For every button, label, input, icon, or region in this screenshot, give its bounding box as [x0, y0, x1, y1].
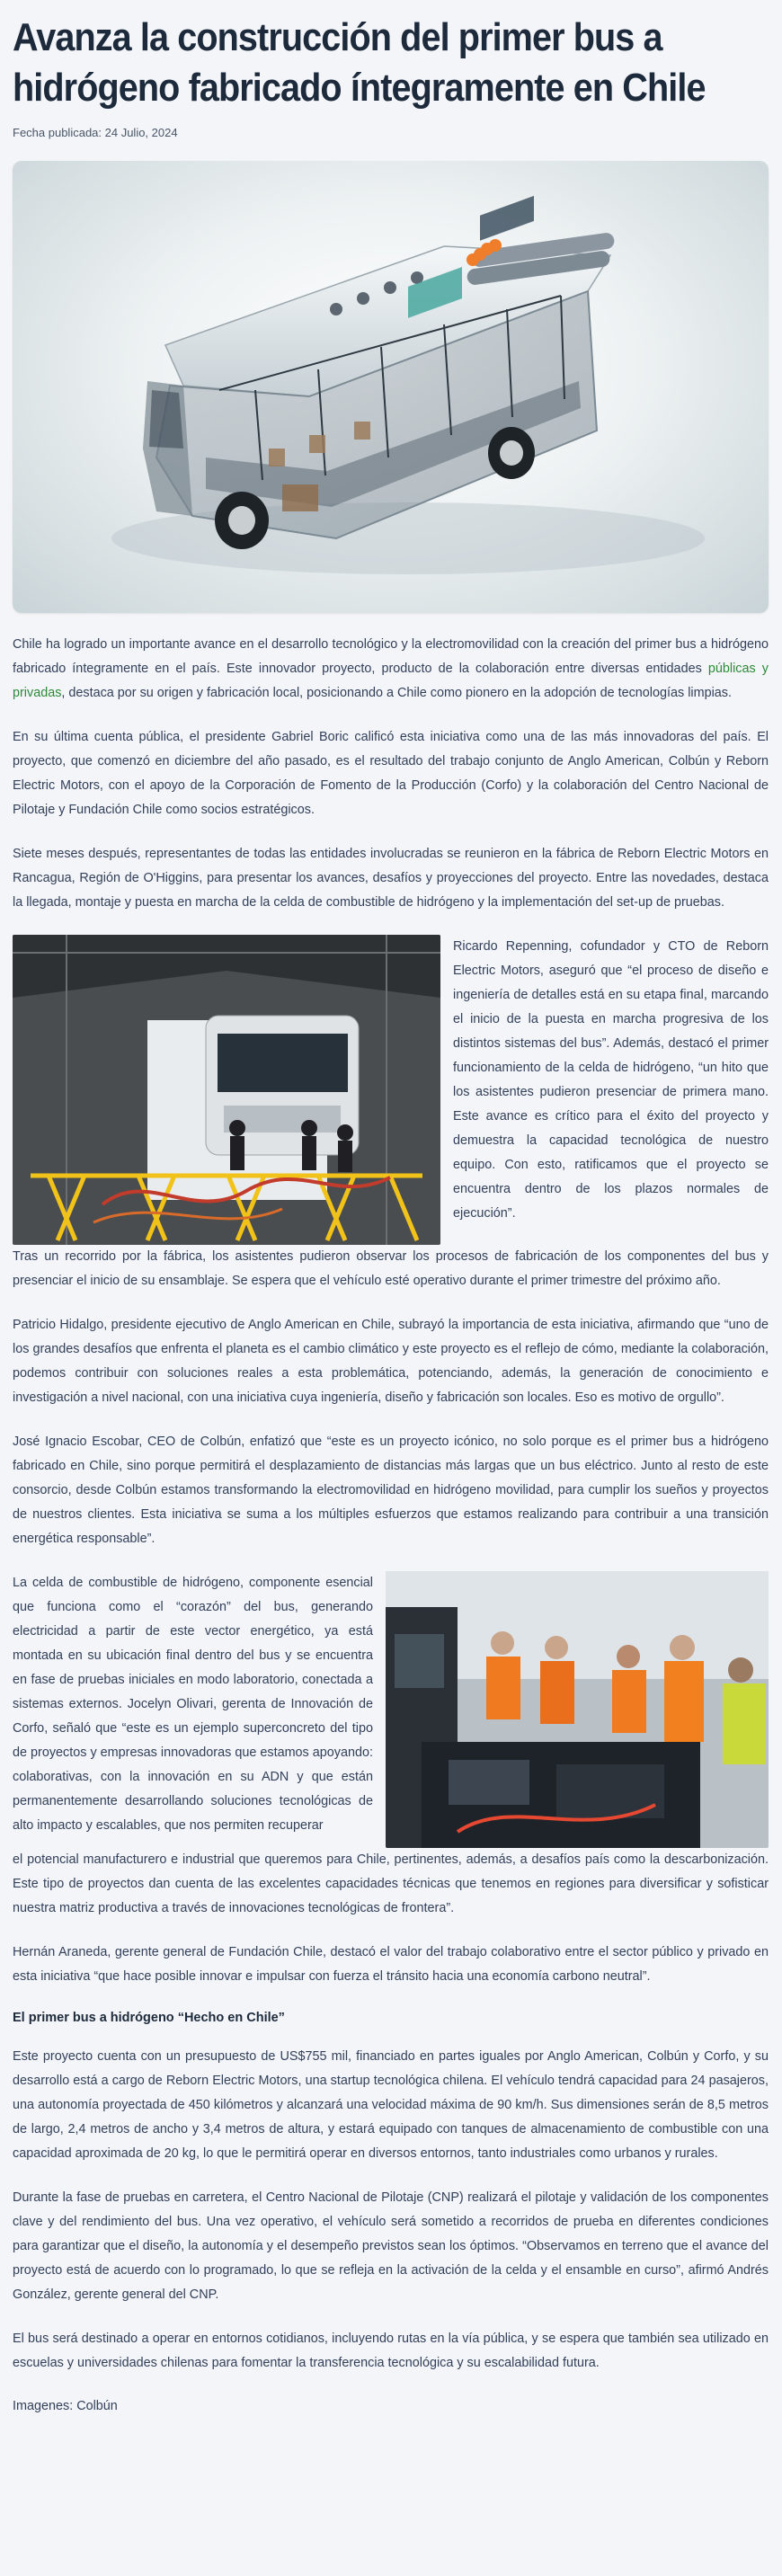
wheel: [215, 492, 269, 549]
media-block-right: [13, 1571, 769, 1848]
article-title: Avanza la construcción del primer bus a hidrógeno fabricado íntegramente en Chile: [13, 15, 706, 110]
paragraph: José Ignacio Escobar, CEO de Colbún, enfatizó que “este es un proyecto icónico, no solo porque es el primer bus a hidrógeno fabricado en Chile, sino porque permitirá el desplazamiento de distancias más largas que un bus eléctrico. Junto al resto de este consorcio, desde Colbún estamos transformando la electromovilidad en hidrógeno movilidad, para cumplir los sueños y proyectos de nuestros clientes. Esta iniciativa se suma a los múltiples esfuerzos que estamos realizando para contribuir a una transición energética responsable”.: [13, 1435, 769, 1546]
paragraph: Patricio Hidalgo, presidente ejecutivo de Anglo American en Chile, subrayó la importancia de esta iniciativa, afirmando que “uno de los grandes desafíos que enfrenta el planeta es el cambio climático y este proyecto es el reflejo de cómo, mediante la colaboración, podemos contribuir con soluciones reales a esta problemática, potenciando, además, la generación de conocimiento e investigación a nivel nacional, con una iniciativa cuya ingeniería, diseño y fabricación son locales. Eso es motivo de orgullo”.: [13, 1318, 769, 1405]
paragraph: Este proyecto cuenta con un presupuesto de US$755 mil, financiado en partes iguales por Anglo American, Colbún y Corfo, y su desarrollo está a cargo de Reborn Electric Motors, una startup tecnológica chilena. El vehículo tendrá capacidad para 24 pasajeros, una autonomía proyectada de 450 kilómetros y alcanzará una velocidad máxima de 90 km/h. Sus dimensiones serán de 8,5 metros de largo, 2,4 metros de ancho y 3,4 metros de altura, y estará equipado con tanques de almacenamiento de combustible con una capacidad aproximada de 20 kg, lo que le permitirá operar en diversos entornos, tanto industriales como urbanos y rurales.: [13, 2049, 769, 2161]
section-heading: El primer bus a hidrógeno “Hecho en Chile”: [13, 2011, 285, 2025]
paragraph: El bus será destinado a operar en entornos cotidianos, incluyendo rutas en la vía pública, y se espera que también sea utilizado en escuelas y universidades chilenas para fomentar la transferencia tecnológica y su escalabilidad futura.: [13, 2332, 769, 2370]
paragraph: Durante la fase de pruebas en carretera, el Centro Nacional de Pilotaje (CNP) realizará el pilotaje y validación de los componentes clave y del rendimiento del bus. Una vez operativo, el vehículo será sometido a recorridos de prueba en diferentes condiciones para garantizar que el diseño, la autonomía y el desempeño previstos sean los óptimos. “Observamos en terreno que el avance del proyecto está de acuerdo con lo programado, lo que se refleja en la activación de la celda y el ensamble en curso”, afirmó Andrés González, gerente general del CNP.: [13, 2190, 769, 2302]
paragraph: Siete meses después, representantes de todas las entidades involucradas se reunieron en la fábrica de Reborn Electric Motors en Rancagua, Región de O'Higgins, para presentar los avances, desafíos y proyecciones del proyecto. Entre las novedades, destaca la llegada, montaje y puesta en marcha de la celda de combustible de hidrógeno y la implementación del set-up de pruebas.: [13, 847, 769, 910]
paragraph: Chile ha logrado un importante avance en el desarrollo tecnológico y la electromovilidad con la creación del primer bus a hidrógeno fabricado íntegramente en el país. Este innovador proyecto, producto de la colaboración entre diversas entidades públicas y privadas, destaca por su origen y fabricación local, posicionando a Chile como pionero en la adopción de tecnologías limpias.: [13, 637, 769, 700]
team-photo: [386, 1571, 769, 1848]
factory-bus-photo: [13, 935, 440, 1245]
paragraph: La celda de combustible de hidrógeno, componente esencial que funciona como el “corazón” del bus, generando electricidad a partir de este vector energético, ya está montada en su ubicación final dentro del bus y se encuentra en fase de pruebas iniciales en modo laboratorio, conectada a sistemas externos. Jocelyn Olivari, gerenta de Innovación de Corfo, señaló que “este es un ejemplo superconcreto del tipo de proyectos y empresas innovadoras que estamos apoyando: colaborativas, con la innovación en su ADN y que están permanentemente desarrollando soluciones tecnológicas de alto impacto y escalables, que nos permiten recuperar: [13, 1576, 373, 1833]
team-visit-photo: [386, 1571, 769, 1848]
paragraph: Ricardo Repenning, cofundador y CTO de Reborn Electric Motors, aseguró que “el proceso de diseño e ingeniería de detalles está en su etapa final, marcando el inicio de la puesta en marcha progresiva de los distintos sistemas del bus”. Además, destacó el primer funcionamiento de la celda de hidrógeno, “un hito que los asistentes pudieron presenciar de primera mano. Este avance es crítico para el éxito del proyecto y demuestra la capacidad tecnológica de nuestro equipo. Con esto, ratificamos que el proyecto se encuentra dentro de los plazos normales de ejecución”.: [453, 939, 769, 1221]
paragraph: Tras un recorrido por la fábrica, los asistentes pudieron observar los procesos de fabricación de los componentes del bus y presenciar el inicio de su ensamblaje. Se espera que el vehículo esté operativo durante el primer trimestre del próximo año.: [13, 1249, 769, 1288]
wheel: [488, 427, 535, 479]
paragraph: el potencial manufacturero e industrial que queremos para Chile, pertinentes, además, a desafíos país como la descarbonización. Este tipo de proyectos dan cuenta de las excelentes capacidades técnicas que tenemos en regiones para diversificar y sofisticar nuestra matriz productiva a través de innovaciones tecnológicas de frontera”.: [13, 1852, 769, 1915]
factory-photo: [13, 935, 440, 1245]
link-public-private[interactable]: públicas y privadas: [13, 662, 769, 700]
paragraph: En su última cuenta pública, el presidente Gabriel Boric calificó esta iniciativa como una de las más innovadoras del país. El proyecto, que comenzó en diciembre del año pasado, es el resultado del trabajo conjunto de Anglo American, Colbún y Reborn Electric Motors, con el apoyo de la Corporación de Fomento de la Producción (Corfo) y la colaboración del Centro Nacional de Pilotaje y Fundación Chile como socios estratégicos.: [13, 730, 769, 817]
publish-date: Fecha publicada: 24 Julio, 2024: [13, 126, 178, 139]
media-block-left: [13, 935, 769, 1245]
hero-image: [13, 161, 769, 613]
paragraph: Hernán Araneda, gerente general de Fundación Chile, destacó el valor del trabajo colaborativo entre el sector público y privado en esta iniciativa “que hace posible innovar e impulsar con fuerza el tránsito hacia una economía carbono neutral”.: [13, 1945, 769, 1984]
image-credits: Imagenes: Colbún: [13, 2399, 118, 2413]
bus-cutaway-illustration: [13, 161, 769, 613]
